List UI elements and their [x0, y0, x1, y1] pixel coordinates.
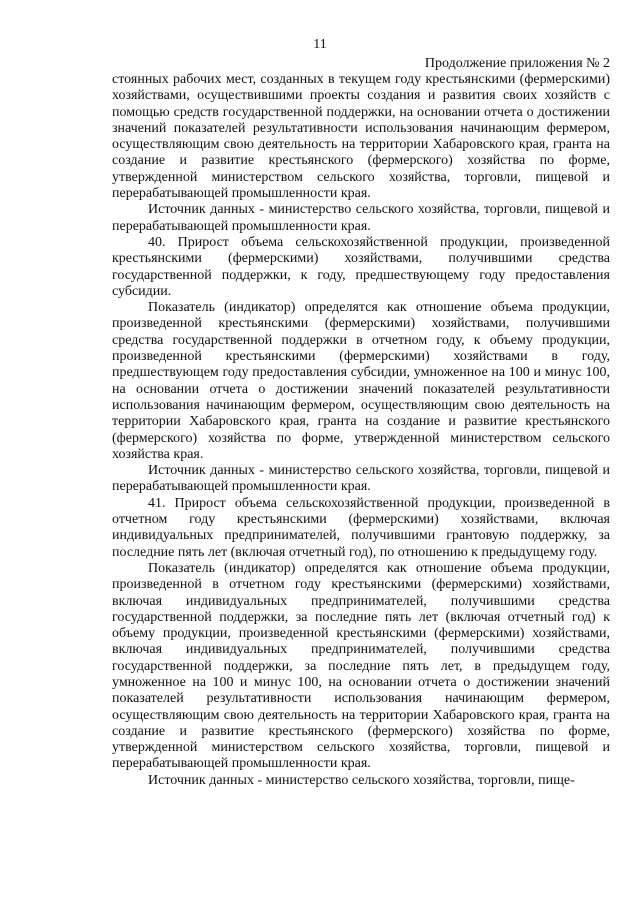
- document-body: [112, 72, 610, 789]
- paragraph-item-41-definition: Показатель (индикатор) определятся как отношение объема продукции, произведенной в отчетном году крестьянскими (фермерскими) хозяйствами, включая индивидуальных предпринимателей, получившими средства государственной поддержки, за последние пять лет (включая отчетный год) к объему продукции, произведенной крестьянскими (фермерскими) хозяйствами, включая индивидуальных предпринимателей, получившими средства государственной поддержки, за последние пять лет, в предыдущем году, умноженное на 100 и минус 100, на основании отчета о достижении значений показателей результативности использования начинающим фермером, осуществляющим свою деятельность на территории Хабаровского края, гранта на создание и развитие крестьянского (фермерского) хозяйства по форме, утвержденной министерством сельского хозяйства, торговли, пищевой и перерабатывающей промышленности края.: [112, 560, 610, 772]
- paragraph-item-40-definition: Показатель (индикатор) определятся как отношение объема продукции, произведенной крестьянскими (фермерскими) хозяйствами, получившими средства государственной поддержки в отчетном году, к объему продукции, произведенной крестьянскими (фермерскими) хозяйствами в году, предшествующем году предоставления субсидии, умноженное на 100 и минус 100, на основании отчета о достижении значений показателей результативности использования начинающим фермером, осуществляющим свою деятельность на территории Хабаровского края, гранта на создание и развитие крестьянского (фермерского) хозяйства по форме, утвержденной министерством сельского хозяйства края.: [112, 300, 610, 462]
- paragraph-data-source: Источник данных - министерство сельского хозяйства, торговли, пище-: [148, 772, 575, 788]
- appendix-continuation-label: Продолжение приложения № 2: [424, 56, 610, 71]
- paragraph-item-41-title: 41. Прирост объема сельскохозяйственной продукции, произведенной в отчетном году крестьянскими (фермерскими) хозяйствами, включая индивидуальных предпринимателей, получившими грантовую поддержку, за последние пять лет (включая отчетный год), по отношению к предыдущему году.: [112, 495, 610, 560]
- paragraph-data-source: Источник данных - министерство сельского хозяйства, торговли, пищевой и перерабатывающей промышленности края.: [112, 202, 610, 234]
- paragraph-item-40-title: 40. Прирост объема сельскохозяйственной продукции, произведенной крестьянскими (фермерскими) хозяйствами, получившими средства государственной поддержки, к году, предшествующему году предоставления субсидии.: [112, 234, 610, 299]
- paragraph-continued-text: стоянных рабочих мест, созданных в текущем году крестьянскими (фермерскими) хозяйствами, осуществившими проекты создания и развития своих хозяйств с помощью средств государственной поддержки, на основании отчета о достижении значений показателей результативности использования начинающим фермером, осуществляющим свою деятельность на территории Хабаровского края, гранта на создание и развитие крестьянского (фермерского) хозяйства по форме, утвержденной министерством сельского хозяйства, торговли, пищевой и перерабатывающей промышленности края.: [112, 72, 610, 202]
- paragraph-data-source: Источник данных - министерство сельского хозяйства, торговли, пищевой и перерабатывающей промышленности края.: [112, 463, 610, 495]
- page-number: 11: [313, 37, 327, 52]
